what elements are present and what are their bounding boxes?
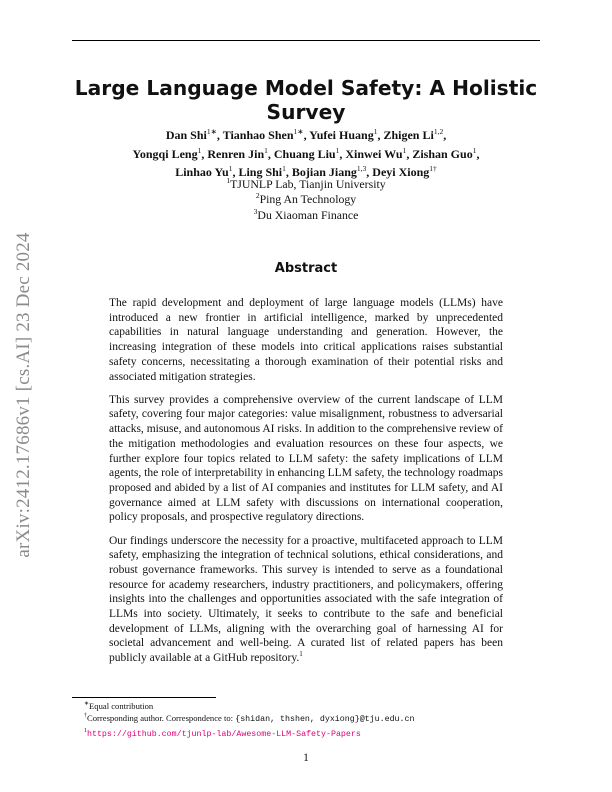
author: Ling Shi$^1$, [238, 164, 292, 180]
paper-title: Large Language Model Safety: A Holistic Survey [74, 76, 538, 124]
footnote-repository: $^1$https://github.com/tjunlp-lab/Awesome-LLM-Safety-Papers [84, 727, 361, 739]
abstract-paragraph: Our findings underscore the necessity for a proactive, multifaceted approach to LLM safety, emphasizing the integration of technical solutions, ethical considerations, and robust governance frameworks. This survey is intended to serve as a foundational resource for academy researchers, industry practitioners, and policymakers, offering insights into the challenges and opportunities associated with the safe integration of LLMs into society. Ultimately, it seeks to contribute to the safe and beneficial development of LLMs, aligning with the overarching goal of harnessing AI for societal advancement and well-being. A curated list of related papers has been publicly available at a GitHub repository.$^1$ [109, 534, 503, 665]
author: Tianhao Shen$^{1∗}$, [222, 127, 310, 142]
abstract-paragraph: This survey provides a comprehensive overview of the current landscape of LLM safety, covering four major categories: value misalignment, robustness to adversarial attacks, misuse, and autonomous AI risks. In addition to the comprehensive review of the mitigation methodologies and evaluation resources on these four aspects, we further explore four topics related to LLM safety: the safety implications of LLM agents, the role of interpretability in enhancing LLM safety, the technology roadmaps proposed and abided by a list of AI companies and institutes for LLM safety, and AI governance aimed at LLM safety with discussions on international cooperation, policy proposals, and prospective regulatory directions. [109, 393, 503, 524]
footnotes [84, 700, 544, 741]
affiliation-list [72, 177, 540, 223]
arxiv-identifier: arXiv:2412.17686v1 [cs.AI] 23 Dec 2024 [13, 232, 34, 558]
author: Linhao Yu$^1$, [175, 164, 239, 180]
author: Chuang Liu$^1$, [273, 145, 346, 161]
author: Xinwei Wu$^1$, [345, 145, 413, 161]
page-number: 1 [303, 752, 309, 764]
correspondence-emails: {shidan, thshen, dyxiong}@tju.edu.cn [235, 715, 415, 725]
author: Renren Jin$^1$, [207, 145, 274, 161]
abstract-body [109, 296, 503, 674]
author: Deyi Xiong$^{1\dagger}$ [372, 164, 437, 180]
footnote-equal-contribution: ∗Equal contribution [84, 701, 154, 711]
author: Yongqi Leng$^1$, [132, 145, 208, 161]
author: Bojian Jiang$^{1,3}$, [291, 164, 373, 180]
author: Yufei Huang$^1$, [309, 127, 384, 142]
footnote-rule [72, 697, 216, 698]
footnote-marker[interactable]: 1 [299, 650, 303, 659]
affiliation: $^1$TJUNLP Lab, Tianjin University [226, 176, 386, 191]
affiliation: $^2$Ping An Technology [255, 191, 357, 207]
abstract-paragraph: The rapid development and deployment of large language models (LLMs) have introduced a new frontier in artificial intelligence, marked by unprecedented capabilities in natural language understanding and generation. However, the increasing integration of these models into critical applications raises substantial safety concerns, necessitating a thorough examination of their potential risks and associated mitigation strategies. [109, 297, 503, 383]
author-list [72, 126, 540, 182]
author: Zhigen Li$^{1,2}$, [383, 127, 447, 142]
abstract-heading: Abstract [274, 261, 338, 276]
affiliation: $^3$Du Xiaoman Finance [253, 206, 359, 222]
github-repository-link[interactable]: https://github.com/tjunlp-lab/Awesome-LLM-Safety-Papers [87, 729, 361, 739]
header-rule [72, 40, 540, 41]
author: Dan Shi$^{1∗}$, [165, 127, 223, 142]
author: Zishan Guo$^1$, [412, 145, 480, 161]
footnote-corresponding-author: †Corresponding author. Correspondence to: {shidan, thshen, dyxiong}@tju.edu.cn [84, 713, 415, 725]
